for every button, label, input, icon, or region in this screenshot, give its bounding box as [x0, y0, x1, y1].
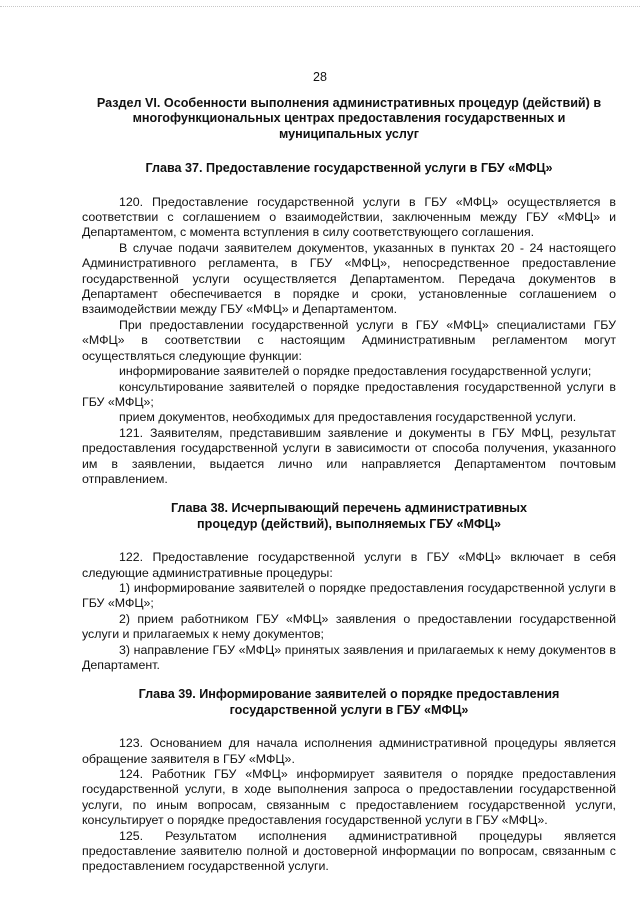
paragraph-120: 120. Предоставление государственной услуги в ГБУ «МФЦ» осуществляется в соответствии с соглашением о взаимодействии, заключенным между ГБУ «МФЦ» и Департаментом, с момента вступления в силу соответствующего соглашения.	[82, 194, 616, 240]
paragraph-125: 125. Результатом исполнения административной процедуры является предоставление заявителю полной и достоверной информации по вопросам, связанным с предоставлением государственной услуги.	[82, 828, 616, 874]
paragraph-122: 122. Предоставление государственной услуги в ГБУ «МФЦ» включает в себя следующие административные процедуры:	[82, 550, 616, 580]
page-number: 28	[313, 70, 327, 84]
chapter-38-heading-line2: процедур (действий), выполняемых ГБУ «МФЦ»	[197, 516, 501, 531]
section-heading: Раздел VI. Особенности выполнения административных процедур (действий) в многофункциональных центрах предоставления государственных и муниципальных услуг	[96, 96, 602, 141]
document-body	[82, 96, 616, 875]
chapter-37-heading: Глава 37. Предоставление государственной услуги в ГБУ «МФЦ»	[145, 161, 553, 176]
paragraph-124: 124. Работник ГБУ «МФЦ» информирует заявителя о порядке предоставления государственной услуги, в ходе выполнения запроса о предоставлении государственной услуги, по иным вопросам, связанным с предоставлением государственной услуги, консультирует о порядке предоставления государственной услуги в ГБУ «МФЦ».	[82, 767, 616, 828]
procedure-item-2: 2) прием работником ГБУ «МФЦ» заявления о предоставлении государственной услуги и прилагаемых к нему документов;	[82, 611, 616, 642]
function-item-reception: прием документов, необходимых для предоставления государственной услуги.	[119, 410, 577, 425]
chapter-38-heading-line1: Глава 38. Исчерпывающий перечень административных	[170, 501, 528, 516]
paragraph-123: 123. Основанием для начала исполнения административной процедуры является обращение заявителя в ГБУ «МФЦ».	[82, 736, 616, 766]
chapter-39-heading-line1: Глава 39. Информирование заявителей о порядке предоставления	[138, 687, 560, 702]
function-item-informing: информирование заявителей о порядке предоставления государственной услуги;	[119, 364, 592, 379]
paragraph-121: 121. Заявителям, представившим заявление и документы в ГБУ МФЦ, результат предоставления государственной услуги в зависимости от способа получения, указанного им в заявлении, выдается лично или направляется Департаментом почтовым отправлением.	[82, 425, 616, 486]
procedure-item-3: 3) направление ГБУ «МФЦ» принятых заявления и прилагаемых к нему документов в Департамент.	[82, 642, 616, 672]
paragraph-submission-case: В случае подачи заявителем документов, указанных в пунктах 20 - 24 настоящего Административного регламента, в ГБУ «МФЦ», непосредственное предоставление государственной услуги осуществляется Департаментом. Передача документов в Департамент обеспечивается в порядке и сроки, установленные соглашением о взаимодействии между ГБУ «МФЦ» и Департаментом.	[82, 240, 616, 317]
paragraph-functions: При предоставлении государственной услуги в ГБУ «МФЦ» специалистами ГБУ «МФЦ» в соответствии с настоящим Административным регламентом могут осуществляться следующие функции:	[82, 317, 616, 363]
procedure-item-1: 1) информирование заявителей о порядке предоставления государственной услуги в ГБУ «МФЦ»;	[82, 580, 616, 611]
chapter-39-heading-line2: государственной услуги в ГБУ «МФЦ»	[229, 702, 469, 717]
scan-edge-line	[0, 6, 640, 8]
function-item-consulting: консультирование заявителей о порядке предоставления государственной услуги в ГБУ «МФЦ»;	[82, 379, 616, 409]
